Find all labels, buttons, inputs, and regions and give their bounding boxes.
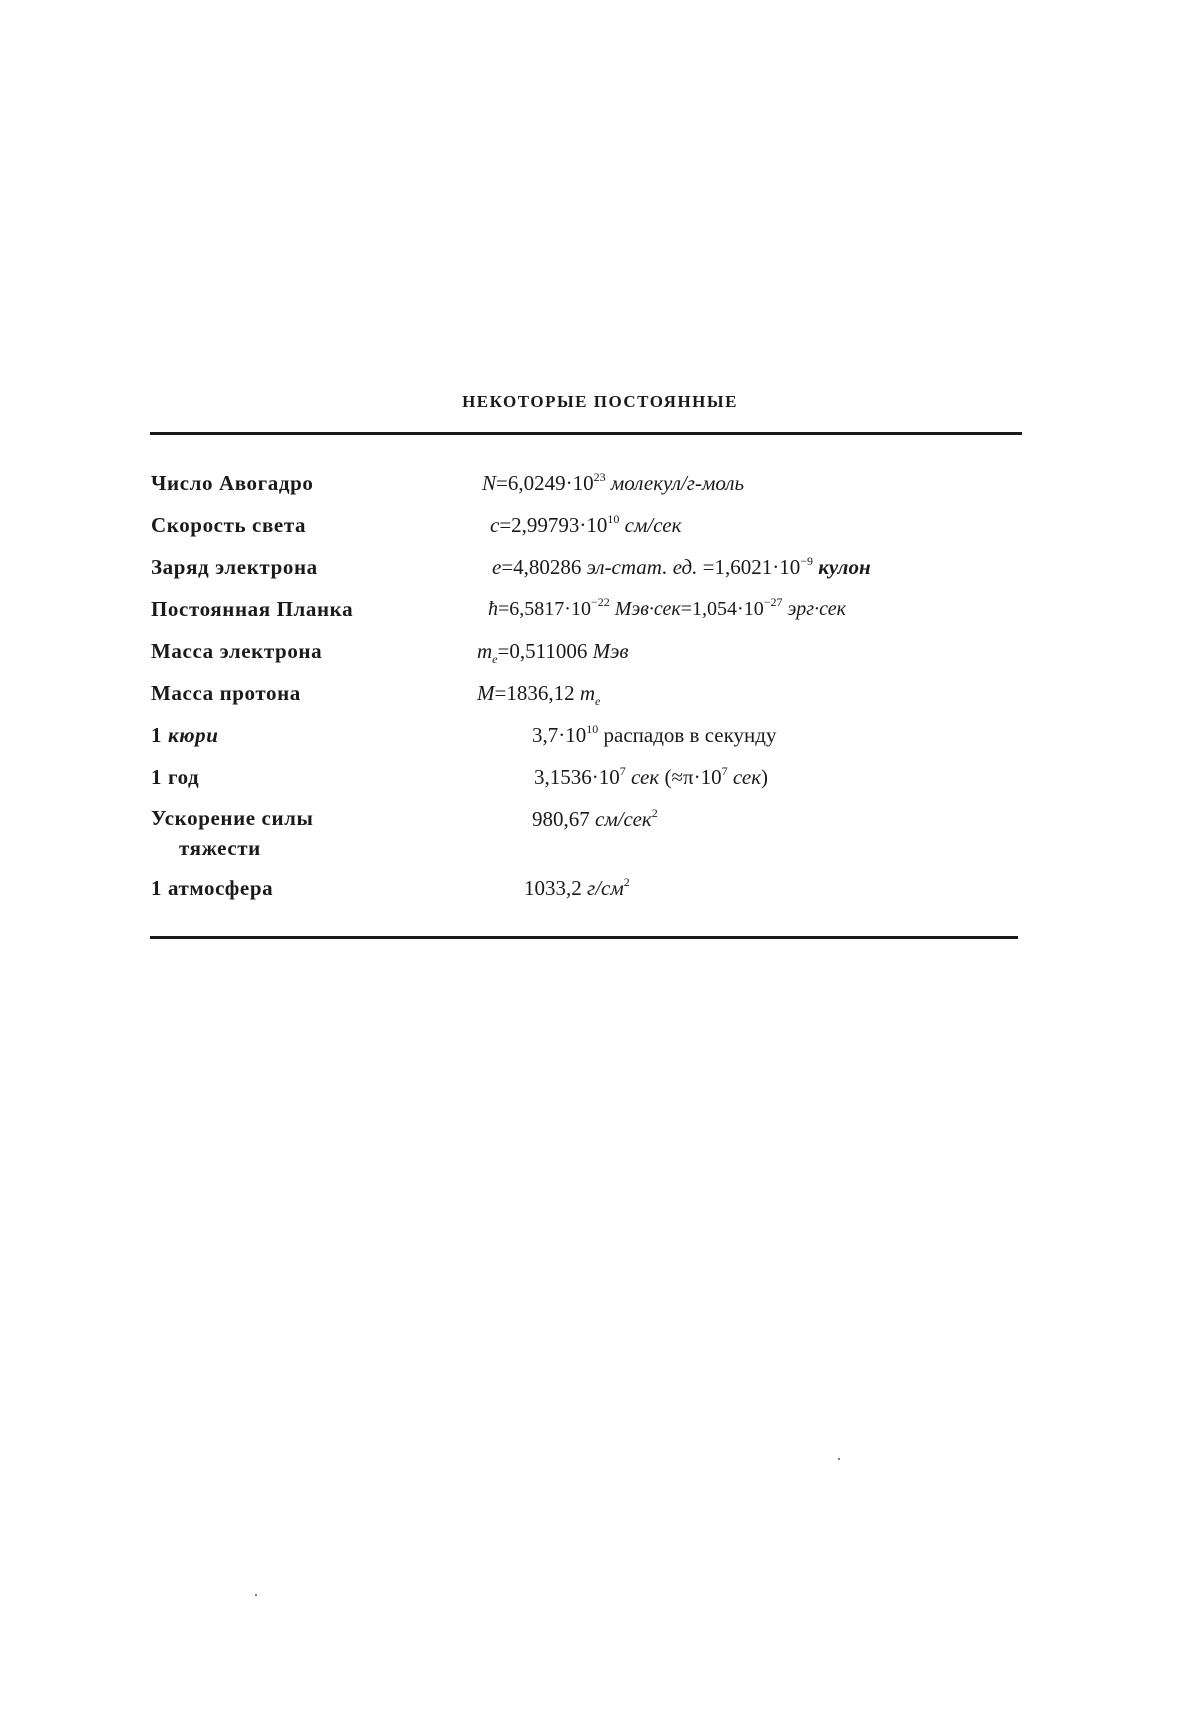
exponent: −9 [800,554,814,568]
exponent: 2 [623,875,630,889]
value-number-2: =1,054·10 [680,598,764,620]
row-label: 1 год [151,765,200,789]
row-value [477,679,600,707]
symbol: c [490,513,500,537]
unit: Мэв·сек [614,598,681,620]
row-label: Заряд электрона [151,555,318,579]
value-number: 980,67 [532,807,590,831]
subscript: e [492,652,498,666]
unit: см/сек [624,513,682,537]
row-label: Масса электрона [151,639,323,663]
row-value [534,763,768,791]
exponent: 10 [586,722,599,736]
symbol: N [482,471,497,495]
unit: сек [631,765,660,789]
exponent-2: 7 [721,764,728,778]
row-value [488,595,846,623]
exponent: 10 [607,512,620,526]
unit: молекул/г-моль [610,471,745,495]
value-text: распадов в секунду [603,723,777,747]
value-number: =6,0249·10 [496,471,594,495]
exponent: 23 [593,470,606,484]
row-value [482,469,744,497]
symbol: m [477,639,493,663]
row-value [532,805,658,833]
row-label: Скорость света [151,513,307,537]
value-number: =1836,12 [494,681,575,705]
label-line-2: тяжести [179,836,261,860]
symbol-2: m [579,681,596,705]
unit-2: эрг·сек [787,598,846,620]
row-value [477,637,628,665]
value-number-2: =1,6021·10 [702,555,801,579]
bottom-rule [150,936,1018,939]
unit: см/сек [595,807,652,831]
row-value [492,553,871,581]
symbol: M [477,681,495,705]
value-number: =4,80286 [501,555,582,579]
unit-2: сек [732,765,762,789]
row-label: Масса протона [151,681,301,705]
value-number: =0,511006 [497,639,588,663]
row-label: Постоянная Планка [151,597,354,621]
exponent: 7 [619,764,626,778]
value-number: 1033,2 [524,876,582,900]
page-title: НЕКОТОРЫЕ ПОСТОЯННЫЕ [462,392,738,411]
row-value [524,874,630,902]
unit: эл-стат. ед. [586,555,698,579]
symbol: e [492,555,502,579]
exponent: 2 [651,806,658,820]
exponent: −22 [590,595,610,609]
label-line-1: Ускорение силы [151,806,314,830]
exponent-2: −27 [763,595,783,609]
paren-open: (≈π·10 [664,765,722,789]
value-number: 3,1536·10 [534,765,620,789]
subscript: e [595,694,601,708]
unit: Мэв [592,639,629,663]
paren-close: ) [761,765,769,789]
value-number: 3,7·10 [532,723,587,747]
label-italic: кюри [167,723,219,747]
unit-2: кулон [818,555,871,579]
row-label [151,719,219,751]
value-number: =2,99793·10 [499,513,608,537]
row-label [151,803,314,863]
value-number: =6,5817·10 [498,598,591,620]
unit: г/см [587,876,624,900]
row-value [532,721,776,749]
speck [838,1458,840,1460]
speck [255,1594,257,1596]
row-value [490,511,681,539]
row-label: 1 атмосфера [151,876,274,900]
symbol: ħ [488,598,498,620]
row-label: Число Авогадро [151,471,314,495]
label-number: 1 [151,723,163,747]
top-rule [150,432,1022,435]
